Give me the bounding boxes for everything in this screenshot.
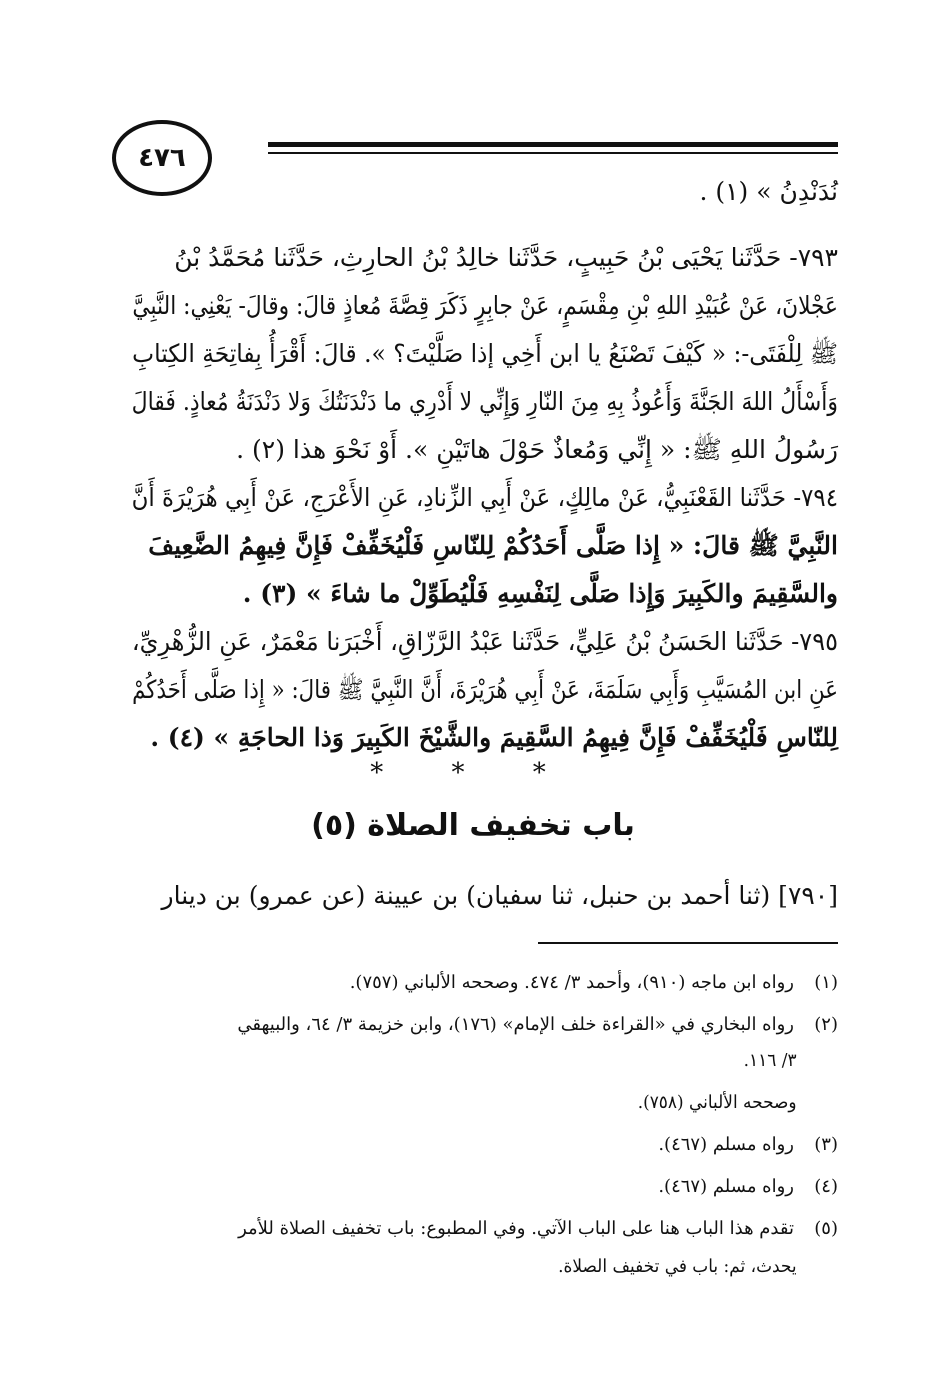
hadith-793-line: عَجْلانَ، عَنْ عُبَيْدِ اللهِ بْنِ مِقْسَمٍ، عَنْ جابِرٍ ذَكَرَ قِصَّةَ مُعاذٍ قالَ: وقالَ- يَعْنِي: النَّبِيَّ <box>132 291 838 320</box>
hadith-794-line: النَّبِيَّ ﷺ قالَ: « إِذا صَلَّى أَحَدُكُمْ لِلنّاسِ فَلْيُخَفِّفْ فَإِنَّ فِيهِمُ الضَّعِيفَ <box>148 531 838 560</box>
footnote-text: يحدث، ثم: باب في تخفيف الصلاة. <box>558 1256 797 1277</box>
footnote-separator <box>538 942 838 944</box>
header-rule-thin <box>268 152 838 154</box>
hadith-793-line: رَسُولُ اللهِ ﷺ: « إِنِّي وَمُعاذٌ حَوْلَ هاتَيْنِ ». أَوْ نَحْوَ هذا (٢) . <box>236 435 838 464</box>
chapter-title: باب تخفيف الصلاة (٥) <box>311 808 635 843</box>
footnote <box>132 1008 838 1042</box>
footnote <box>132 1212 838 1246</box>
footnote-text: ٣/ ١١٦. <box>743 1050 797 1071</box>
footnote-text: تقدم هذا الباب هنا على الباب الآتي. وفي المطبوع: باب تخفيف الصلاة للأمر <box>238 1218 794 1239</box>
hadith-795-line: ٧٩٥- حَدَّثَنا الحَسَنُ بْنُ عَلِيٍّ، حَدَّثَنا عَبْدُ الرَّزّاقِ، أَخْبَرَنا مَعْمَرٌ، عَنِ الزُّهْرِيِّ، <box>131 627 838 656</box>
header-rule-thick <box>268 142 838 147</box>
footnote-continuation <box>132 1086 838 1120</box>
section-separator: * * * <box>370 758 576 788</box>
footnote-continuation <box>132 1250 838 1284</box>
footnote-text: رواه مسلم (٤٦٧). <box>658 1134 794 1155</box>
footnote <box>132 1128 838 1162</box>
hadith-795-line: لِلنّاسِ فَلْيُخَفِّفْ فَإِنَّ فِيهِمُ السَّقِيمَ والشَّيْخَ الكَبِيرَ وَذا الحاجَةِ » (٤) . <box>150 723 838 752</box>
hadith-795-line: عَنِ ابن المُسَيَّبِ وَأَبِي سَلَمَةَ، عَنْ أَبِي هُرَيْرَةَ، أَنَّ النَّبِيَّ ﷺ قالَ: « إِذا صَلَّى أَحَدُكُمْ <box>132 675 838 704</box>
footnote-number: (٣) <box>814 1134 838 1155</box>
hadith-794-line: والسَّقِيمَ والكَبِيرَ وَإِذا صَلَّى لِنَفْسِهِ فَلْيُطَوِّلْ ما شاءَ » (٣) . <box>242 579 838 608</box>
footnote-number: (٥) <box>814 1218 838 1239</box>
footnote-text: رواه مسلم (٤٦٧). <box>658 1176 794 1197</box>
footnote-text: رواه البخاري في «القراءة خلف الإمام» (١٧٦)، وابن خزيمة ٣/ ٦٤، والبيهقي <box>237 1014 794 1035</box>
hadith-793-line: وَأَسْأَلُ اللهَ الجَنَّةَ وَأَعُوذُ بِهِ مِنَ النّارِ وَإِنِّي لا أَدْرِي ما دَنْدَنَتُكَ وَلا دَنْدَنَةُ مُعاذٍ. فَقالَ <box>131 387 838 416</box>
footnote-number: (٤) <box>814 1176 838 1197</box>
footnote <box>132 1170 838 1204</box>
footnote-text: وصححه الألباني (٧٥٨). <box>637 1092 797 1113</box>
continuation-line: نُدَنْدِنُ » (١) . <box>699 177 838 206</box>
hadith-794-line: ٧٩٤- حَدَّثَنا القَعْنَبِيُّ، عَنْ مالِكٍ، عَنْ أَبِي الزِّنادِ، عَنِ الأَعْرَجِ، عَنْ أَبِي هُرَيْرَةَ أَنَّ <box>131 483 838 512</box>
commentary-line: [٧٩٠] (ثنا أحمد بن حنبل، ثنا سفيان) بن عيينة (عن عمرو) بن دينار <box>161 881 838 910</box>
footnote-text: رواه ابن ماجه (٩١٠)، وأحمد ٣/ ٤٧٤. وصححه الألباني (٧٥٧). <box>349 972 794 993</box>
footnote-number: (٢) <box>814 1014 838 1035</box>
hadith-793-line: ﷺ لِلْفَتَى-: « كَيْفَ تَصْنَعُ يا ابن أَخِي إذا صَلَّيْتَ؟ ». قالَ: أَقْرَأُ بِفاتِحَةِ الكِتابِ <box>132 339 838 368</box>
footnote-continuation <box>132 1044 838 1078</box>
hadith-793-line: ٧٩٣- حَدَّثَنا يَحْيَى بْنُ حَبِيبٍ، حَدَّثَنا خالِدُ بْنُ الحارِثِ، حَدَّثَنا مُحَمَّدُ بْنُ <box>174 243 838 272</box>
footnote <box>132 966 838 1000</box>
footnote-number: (١) <box>814 972 838 993</box>
page-number: ٤٧٦ <box>112 120 212 196</box>
